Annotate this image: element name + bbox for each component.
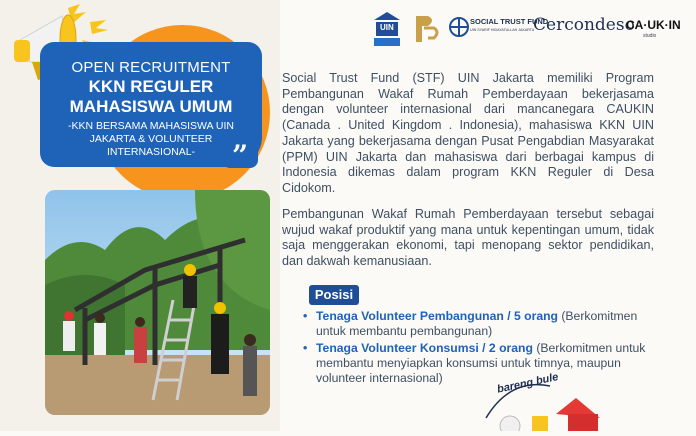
body-paragraph-2: Pembangunan Wakaf Rumah Pemberdayaan tersebut sebagai wujud wakaf produktif yang mana untuk kepentingan umum, tidak saja menggerakan ekonomi, tapi menopang sektor pendidikan, dan dakwah kemanusiaan. [282, 207, 654, 269]
header-title-mahasiswa-umum: MAHASISWA UMUM [69, 97, 233, 116]
position-description: (Berkomitmen untuk membantu menyiapkan konsumsi untuk timnya, maupun volunteer internasional) [316, 341, 646, 385]
cercondeso-logo-text: Cercondeso [533, 15, 635, 35]
posisi-heading-badge: Posisi [309, 285, 359, 305]
posisi-list [302, 309, 662, 388]
partner-logos [368, 8, 690, 50]
uin-logo-text: UIN [380, 23, 394, 32]
caukin-logo-subtitle: studio [643, 33, 657, 39]
list-item [302, 309, 662, 339]
bareng-bule-script: bareng bule [496, 371, 560, 396]
bullet-icon: • [303, 309, 308, 323]
ppm-logo-icon [412, 12, 440, 46]
volunteer-photo [45, 190, 270, 415]
body-paragraph-1: Social Trust Fund (STF) UIN Jakarta memiliki Program Pembangunan Wakaf Rumah Pemberdayaan bekerjasama dengan volunteer internasional dari mancanegara CAUKIN (Canada . United Kingdom . Indonesia), mahasiswa KKN UIN Jakarta yang bekerjasama dengan Pusat Pengabdian Masyarakat (PPM) UIN Jakarta dan mahasiswa dari berbagai kampus di Indonesia dikemas dalam program KKN Reguler di Desa Cidokom. [282, 71, 654, 195]
bullet-icon: • [303, 341, 308, 355]
stf-logo-subtitle: UIN SYARIF HIDAYATULLAH JAKARTA [470, 28, 535, 32]
header-title-open-recruitment: OPEN RECRUITMENT [71, 59, 231, 76]
quote-mark-badge: ” [222, 136, 258, 168]
header-subtitle: -KKN BERSAMA MAHASISWA UIN JAKARTA & VOLUNTEER INTERNASIONAL- [68, 120, 234, 158]
stf-logo-icon [448, 14, 470, 40]
position-role: Tenaga Volunteer Konsumsi / 2 orang [316, 341, 533, 355]
position-role: Tenaga Volunteer Pembangunan / 5 orang [316, 309, 558, 323]
position-description: (Berkomitmen untuk membantu pembangunan) [316, 309, 638, 338]
stf-logo-title: SOCIAL TRUST FUND [470, 17, 549, 26]
bottom-decoration [480, 371, 620, 431]
header-title-kkn-reguler: KKN REGULER [88, 77, 214, 96]
caukin-logo-text: CA·UK·IN [626, 18, 681, 32]
